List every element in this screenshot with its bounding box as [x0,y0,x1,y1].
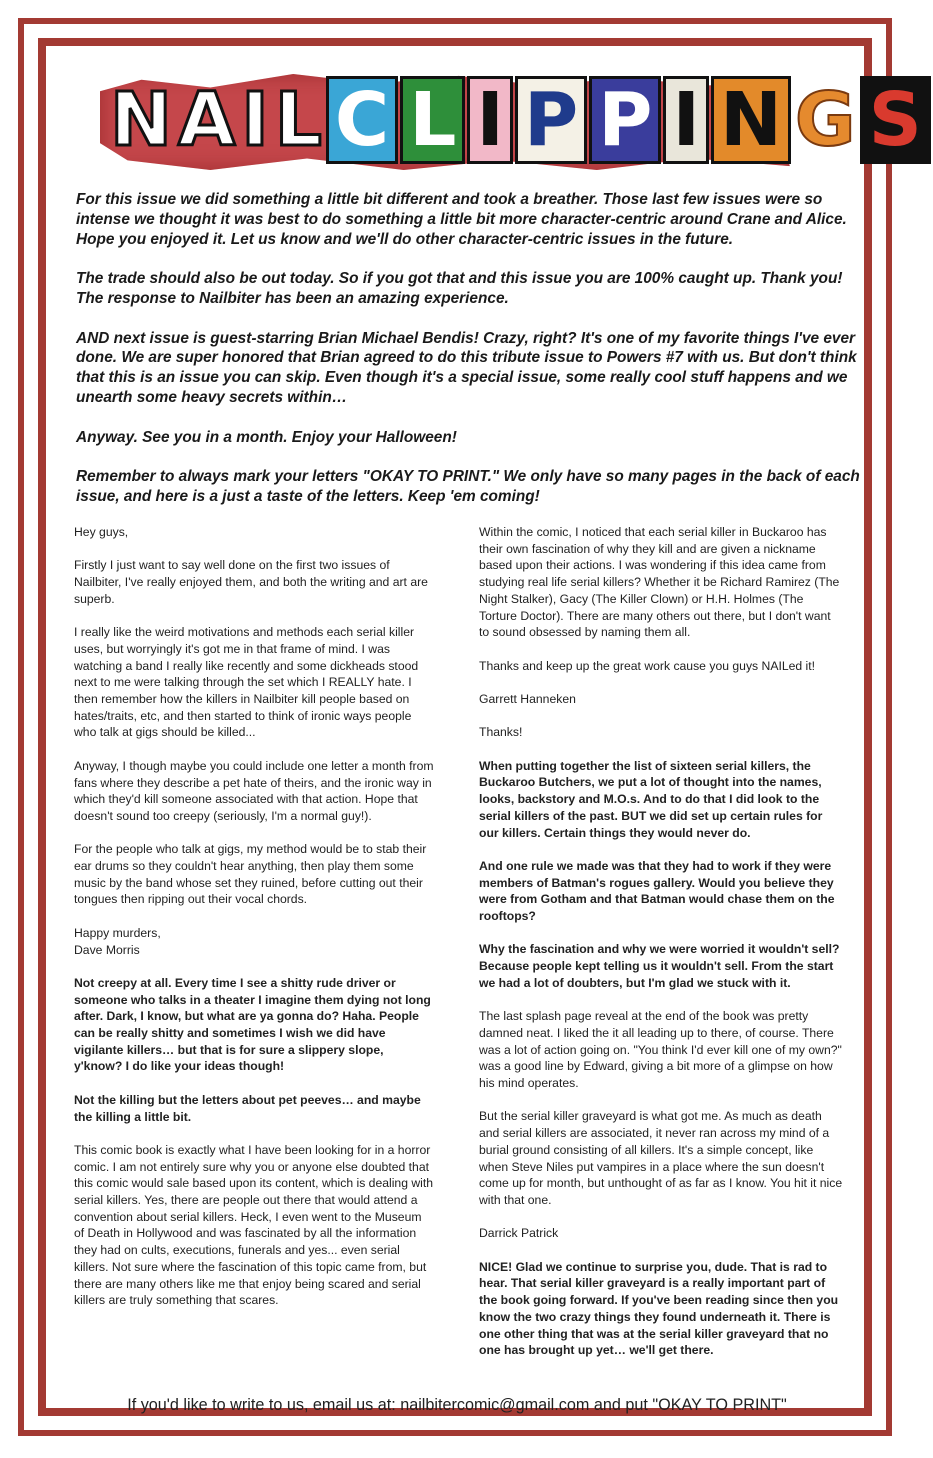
letter-paragraph: But the serial killer graveyard is what got me. As much as death and serial killers are associated, it never ran across my mind of a burial ground consisting of all killers. It's a simple concept, like when Steve Niles put vampires in a place where the sun doesn't come up for month, but unthought of as far as I know. You hit it nice with that one. [479,1109,843,1207]
editor-reply: And one rule we made was that they had to work if they were members of Batman's rogues gallery. Would you believe they were from Gotham and that Batman would chase them on the rooftops? [479,858,835,924]
letter-paragraph: Darrick Patrick [479,1226,559,1241]
letter-paragraph: Anyway, I though maybe you could include one letter a month from fans where they describe a pet hate of theirs, and the ironic way in which they'd kill someone associated with that action. Hope that doesn't sound too creepy (seriously, I'm a normal guy!). [74,758,434,823]
masthead-letter: P [589,76,661,164]
masthead-logo [100,58,922,182]
letter-paragraph: For the people who talk at gigs, my method would be to stab their ear drums so they couldn't hear anything, then play them some music by the band whose set they ruined, before cutting out their tongues then ripping out their vocal chords. [74,842,427,907]
masthead-letter: I [663,76,709,164]
editor-reply: Not the killing but the letters about pet peeves… and maybe the killing a little bit. [74,1092,421,1124]
masthead-letter: G [794,77,856,163]
masthead-letter: P [515,76,587,164]
footer-contact: If you'd like to write to us, email us at: nailbitercomic@gmail.com and put "OKAY TO PRINT" [127,1396,787,1414]
intro-paragraph: AND next issue is guest-starring Brian Michael Bendis! Crazy, right? It's one of my favorite things I've ever done. We are super honored that Brian agreed to do this tribute issue to Powers #7 with us. But don't think that this is an issue you can skip. Even though it's a special issue, some really cool stuff happens and we unearth some heavy secrets within… [76,329,857,406]
letters-column-left [74,524,434,1326]
intro-paragraph: For this issue we did something a little bit different and took a breather. Those last few issues were so intense we thought it was best to do something a little bit more character-centric around Crane and Alice. Hope you enjoyed it. Let us know and we'll do other character-centric issues in the future. [76,191,847,248]
letter-paragraph: The last splash page reveal at the end of the book was pretty damned neat. I liked the it all leading up to there, of course. There was a lot of action going on. "You think I'd ever kill one of my own?" was a good line by Edward, giving a bit more of a glimpse on how his mind operates. [479,1009,842,1091]
letter-paragraph: Happy murders, Dave Morris [74,925,161,957]
letter-paragraph: I really like the weird motivations and methods each serial killer uses, but worryingly it's got me in that frame of mind. I was watching a band I really like recently and some dickheads stood next to me were talking through the set which I REALLY hate. I then remember how the killers in Nailbiter kill people based on hates/traits, etc, and then started to think of ironic ways people who talk at gigs should be killed... [74,625,419,740]
letter-paragraph: Thanks! [479,725,523,740]
intro-paragraph: The trade should also be out today. So if you got that and this issue you are 100% caught up. Thank you! The response to Nailbiter has been an amazing experience. [76,270,843,307]
masthead-letter: A [177,77,236,163]
editor-reply: When putting together the list of sixteen serial killers, the Buckaroo Butchers, we put a lot of thought into the names, looks, backstory and M.O.s. And to do that I did look to the serial killers of the past. BUT we did set up certain rules for our killers. Certain things they would never do. [479,758,823,840]
masthead-letter: S [860,76,931,164]
masthead-letter: L [274,77,322,163]
masthead-letters [108,58,933,182]
letter-paragraph: Firstly I just want to say well done on the first two issues of Nailbiter, I've really enjoyed them, and both the writing and art are superb. [74,558,428,606]
editor-reply: Why the fascination and why we were worried it wouldn't sell? Because people kept telling us it wouldn't sell. From the start we had a lot of doubters, but I'm glad we stuck with it. [479,942,840,990]
masthead-letter: L [400,76,465,164]
letters-column-right [479,524,843,1376]
letter-paragraph: Within the comic, I noticed that each serial killer in Buckaroo has their own fascination of why they kill and are given a nickname based upon their actions. I was wondering if this idea came from studying real life serial killers? Whether it be Richard Ramirez (The Night Stalker), Gacy (The Killer Clown) or H.H. Holmes (The Torture Doctor). There are many others out there, but I don't want to sound obsessed by naming them all. [479,525,840,640]
masthead-letter: I [467,76,513,164]
masthead-letter: C [326,76,398,164]
masthead-letter: N [711,76,791,164]
intro-paragraph: Anyway. See you in a month. Enjoy your Halloween! [76,428,457,446]
intro-paragraph: Remember to always mark your letters "OKAY TO PRINT." We only have so many pages in the back of each issue, and here is a just a taste of the letters. Keep 'em coming! [76,468,860,505]
editor-reply: Not creepy at all. Every time I see a shitty rude driver or someone who talks in a theater I imagine them dying not long after. Dark, I know, but what are ya gonna do? Haha. People can be really shitty and sometimes I wish we did have vigilante killers… but that is for sure a slippery slope, y'know? I do like your ideas though! [74,975,431,1074]
letter-paragraph: Hey guys, [74,525,129,539]
letter-paragraph: Thanks and keep up the great work cause you guys NAILed it! [479,658,816,673]
letter-paragraph: This comic book is exactly what I have been looking for in a horror comic. I am not entirely sure why you or anyone else doubted that this comic would sale based upon its content, which is dealing with serial killers. Yes, there are people out there that would attend a convention about serial killers. Heck, I even went to the Museum of Death in Hollywood and was fascinated by all the information they had on cults, executions, funerals and yes... even serial killers. Not sure where the fascination of this topic came from, but there are many others like me that enjoy being scared and serial killers are truly something that scares. [74,1142,434,1308]
intro-section [76,190,866,527]
letter-paragraph: Garrett Hanneken [479,692,576,706]
masthead-letter: N [110,77,172,163]
editor-reply: NICE! Glad we continue to surprise you, dude. That is rad to hear. That serial killer graveyard is a really important part of the book going forward. If you've been reading since then you know the two crazy things they found underneath it. There is one other thing that was at the serial killer graveyard that no one has brought up yet… we'll get there. [479,1259,839,1358]
masthead-letter: I [241,77,269,163]
